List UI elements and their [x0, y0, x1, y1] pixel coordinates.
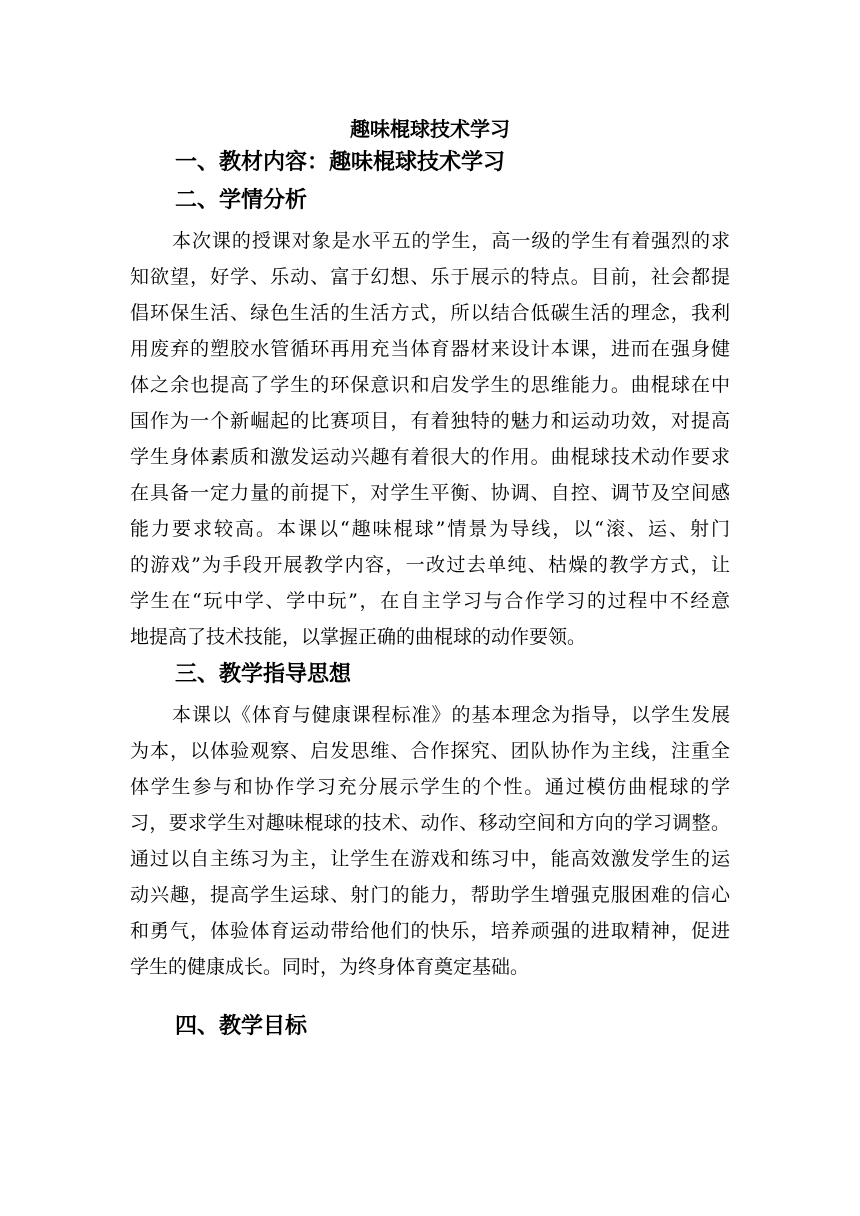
paragraph-line: 本次课的授课对象是水平五的学生，高一级的学生有着强烈的求: [172, 230, 730, 252]
paragraph-line: 的游戏”为手段开展教学内容，一改过去单纯、枯燥的教学方式，让: [130, 554, 730, 576]
paragraph-line: 通过以自主练习为主，让学生在游戏和练习中，能高效激发学生的运: [130, 848, 730, 870]
paragraph-line: 倡环保生活、绿色生活的生活方式，所以结合低碳生活的理念，我利: [130, 302, 730, 324]
section-heading-3: 三、教学指导思想: [175, 662, 352, 687]
paragraph-line: 在具备一定力量的前提下，对学生平衡、协调、自控、调节及空间感: [130, 482, 730, 504]
section-heading-1: 一、教材内容：趣味棍球技术学习: [175, 150, 506, 175]
paragraph-line: 地提高了技术技能，以掌握正确的曲棍球的动作要领。: [130, 626, 587, 648]
paragraph-line: 本课以《体育与健康课程标准》的基本理念为指导，以学生发展: [172, 704, 730, 726]
paragraph-line: 用废弃的塑胶水管循环再用充当体育器材来设计本课，进而在强身健: [130, 338, 730, 360]
paragraph-line: 为本，以体验观察、启发思维、合作探究、团队协作为主线，注重全: [130, 740, 730, 762]
document-title: 趣味棍球技术学习: [350, 117, 510, 141]
section-heading-4: 四、教学目标: [175, 1014, 308, 1039]
paragraph-line: 学生在“玩中学、学中玩”，在自主学习与合作学习的过程中不经意: [130, 590, 730, 612]
paragraph-line: 习，要求学生对趣味棍球的技术、动作、移动空间和方向的学习调整。: [130, 812, 730, 834]
paragraph-line: 体之余也提高了学生的环保意识和启发学生的思维能力。曲棍球在中: [130, 374, 730, 396]
paragraph-line: 能力要求较高。本课以“趣味棍球”情景为导线，以“滚、运、射门: [130, 518, 730, 540]
paragraph-line: 国作为一个新崛起的比赛项目，有着独特的魅力和运动功效，对提高: [130, 410, 730, 432]
paragraph-line: 和勇气，体验体育运动带给他们的快乐，培养顽强的进取精神，促进: [130, 920, 730, 942]
section-heading-2: 二、学情分析: [175, 188, 308, 213]
paragraph-line: 知欲望，好学、乐动、富于幻想、乐于展示的特点。目前，社会都提: [130, 266, 730, 288]
paragraph-line: 学生的健康成长。同时，为终身体育奠定基础。: [130, 956, 530, 978]
paragraph-line: 体学生参与和协作学习充分展示学生的个性。通过模仿曲棍球的学: [130, 776, 730, 798]
paragraph-line: 动兴趣，提高学生运球、射门的能力，帮助学生增强克服困难的信心: [130, 884, 730, 906]
paragraph-line: 学生身体素质和激发运动兴趣有着很大的作用。曲棍球技术动作要求: [130, 446, 730, 468]
